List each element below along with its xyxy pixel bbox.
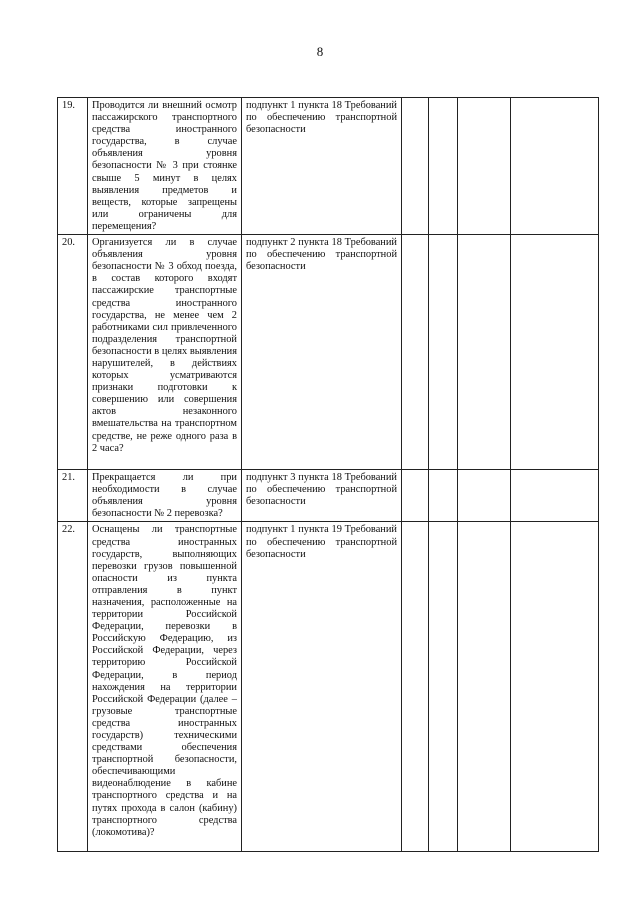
question-text: Проводится ли внешний осмотр пассажирского транспортного средства иностранного государства, в случае объявления уровня безопасности № 3 при стоянке свыше 5 минут в целях выявления предметов и веществ, которые запрещены или ограничены для перемещения? [88,98,242,235]
answer-no-cell [429,98,458,235]
row-number: 21. [58,470,88,522]
table-row [58,522,599,852]
answer-no-cell [429,235,458,470]
table-row [58,470,599,522]
answer-na-cell [458,98,511,235]
answer-na-cell [458,470,511,522]
answer-yes-cell [402,235,429,470]
requirement-reference: подпункт 3 пункта 18 Требований по обеспечению транспортной безопасности [242,470,402,522]
checklist-table [57,97,599,852]
answer-yes-cell [402,522,429,852]
note-cell [511,98,599,235]
page-number: 8 [316,44,324,59]
answer-na-cell [458,522,511,852]
requirement-reference: подпункт 1 пункта 18 Требований по обеспечению транспортной безопасности [242,98,402,235]
row-number: 22. [58,522,88,852]
question-text: Организуется ли в случае объявления уровня безопасности № 3 обход поезда, в состав которого входят пассажирские транспортные средства иностранного государства, не менее чем 2 работниками сил привлеченного подразделения транспортной безопасности в целях выявления нарушителей, в действиях которых усматриваются признаки подготовки к совершению или совершения актов незаконного вмешательства на транспортном средстве, не реже одного раза в 2 часа? [88,235,242,470]
requirement-reference: подпункт 2 пункта 18 Требований по обеспечению транспортной безопасности [242,235,402,470]
requirement-reference: подпункт 1 пункта 19 Требований по обеспечению транспортной безопасности [242,522,402,852]
answer-yes-cell [402,98,429,235]
answer-na-cell [458,235,511,470]
table-row [58,98,599,235]
question-text: Оснащены ли транспортные средства иностранных государств, выполняющих перевозки грузов повышенной опасности из пункта отправления в пункт назначения, расположенные на территории Российской Федерации, перевозки в Российскую Федерацию, из Российской Федерации, через территорию Российской Федерации, в период нахождения на территории Российской Федерации (далее – грузовые транспортные средства иностранных государств) техническими средствами обеспечения транспортной безопасности, обеспечивающими видеонаблюдение в кабине транспортного средства и на путях прохода в салон (кабину) транспортного средства (локомотива)? [88,522,242,852]
row-number: 20. [58,235,88,470]
row-number: 19. [58,98,88,235]
answer-yes-cell [402,470,429,522]
note-cell [511,522,599,852]
answer-no-cell [429,522,458,852]
answer-no-cell [429,470,458,522]
note-cell [511,470,599,522]
note-cell [511,235,599,470]
table-row [58,235,599,470]
question-text: Прекращается ли при необходимости в случае объявления уровня безопасности № 2 перевозка? [88,470,242,522]
